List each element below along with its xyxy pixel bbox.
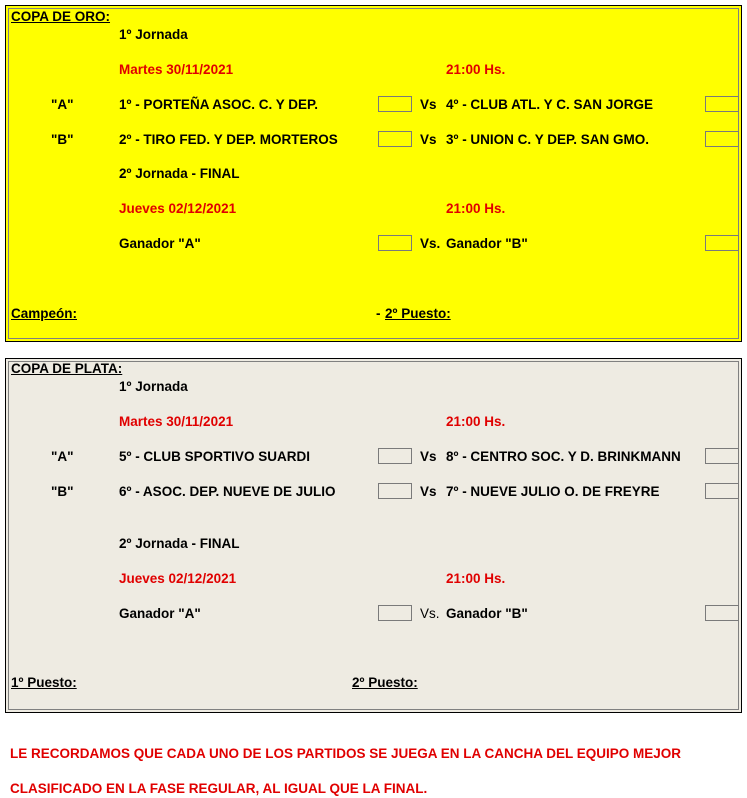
plata-second-label: 2º Puesto: [352, 675, 418, 690]
plata-final-away: Ganador "B" [446, 606, 528, 621]
plata-jornada-1: 1º Jornada [119, 379, 188, 394]
notice-line-2: CLASIFICADO EN LA FASE REGULAR, AL IGUAL QUE LA FINAL. [10, 781, 428, 796]
oro-date-2: Jueves 02/12/2021 [119, 201, 237, 216]
oro-jornada-1: 1º Jornada [119, 27, 188, 42]
oro-match-a-home-score[interactable] [378, 96, 412, 112]
plata-match-b-home-score[interactable] [378, 483, 412, 499]
copa-de-oro-title: COPA DE ORO: [11, 9, 111, 24]
oro-final-away: Ganador "B" [446, 236, 528, 251]
plata-match-a-away-score[interactable] [705, 448, 739, 464]
oro-group-b: "B" [51, 132, 74, 147]
oro-time-2: 21:00 Hs. [446, 201, 506, 216]
oro-time-1: 21:00 Hs. [446, 62, 506, 77]
plata-match-b-vs: Vs [420, 484, 437, 499]
plata-date-1: Martes 30/11/2021 [119, 414, 234, 429]
oro-final-home: Ganador "A" [119, 236, 201, 251]
plata-match-a-away: 8º - CENTRO SOC. Y D. BRINKMANN [446, 449, 681, 464]
plata-first-label: 1º Puesto: [11, 675, 77, 690]
plata-match-b-away-score[interactable] [705, 483, 739, 499]
plata-jornada-2: 2º Jornada - FINAL [119, 536, 240, 551]
plata-final-home: Ganador "A" [119, 606, 201, 621]
plata-final-away-score[interactable] [705, 605, 739, 621]
oro-match-a-home: 1º - PORTEÑA ASOC. C. Y DEP. [119, 97, 318, 112]
copa-de-plata-panel [5, 358, 742, 713]
copa-de-oro-panel [5, 5, 742, 342]
plata-match-a-vs: Vs [420, 449, 437, 464]
plata-match-a-home-score[interactable] [378, 448, 412, 464]
oro-match-b-home-score[interactable] [378, 131, 412, 147]
oro-second-prefix: - [376, 306, 381, 321]
plata-group-a: "A" [51, 449, 74, 464]
oro-final-home-score[interactable] [378, 235, 412, 251]
panel-inner-border [8, 361, 739, 710]
oro-match-b-away: 3º - UNION C. Y DEP. SAN GMO. [446, 132, 649, 147]
oro-match-a-vs: Vs [420, 97, 437, 112]
oro-group-a: "A" [51, 97, 74, 112]
plata-match-b-away: 7º - NUEVE JULIO O. DE FREYRE [446, 484, 660, 499]
plata-date-2: Jueves 02/12/2021 [119, 571, 237, 586]
oro-date-1: Martes 30/11/2021 [119, 62, 234, 77]
plata-time-1: 21:00 Hs. [446, 414, 506, 429]
oro-jornada-2: 2º Jornada - FINAL [119, 166, 240, 181]
oro-final-away-score[interactable] [705, 235, 739, 251]
oro-final-vs: Vs. [420, 236, 441, 251]
oro-match-b-home: 2º - TIRO FED. Y DEP. MORTEROS [119, 132, 338, 147]
plata-group-b: "B" [51, 484, 74, 499]
panel-inner-border [8, 8, 739, 339]
oro-champion-label: Campeón: [11, 306, 78, 321]
oro-match-b-away-score[interactable] [705, 131, 739, 147]
copa-de-plata-title: COPA DE PLATA: [11, 361, 123, 376]
plata-time-2: 21:00 Hs. [446, 571, 506, 586]
oro-match-a-away: 4º - CLUB ATL. Y C. SAN JORGE [446, 97, 653, 112]
plata-final-home-score[interactable] [378, 605, 412, 621]
plata-match-b-home: 6º - ASOC. DEP. NUEVE DE JULIO [119, 484, 336, 499]
plata-match-a-home: 5º - CLUB SPORTIVO SUARDI [119, 449, 310, 464]
plata-final-vs: Vs. [420, 606, 440, 621]
oro-match-b-vs: Vs [420, 132, 437, 147]
oro-second-label: 2º Puesto: [385, 306, 451, 321]
oro-match-a-away-score[interactable] [705, 96, 739, 112]
notice-line-1: LE RECORDAMOS QUE CADA UNO DE LOS PARTIDOS SE JUEGA EN LA CANCHA DEL EQUIPO MEJOR [10, 746, 682, 761]
